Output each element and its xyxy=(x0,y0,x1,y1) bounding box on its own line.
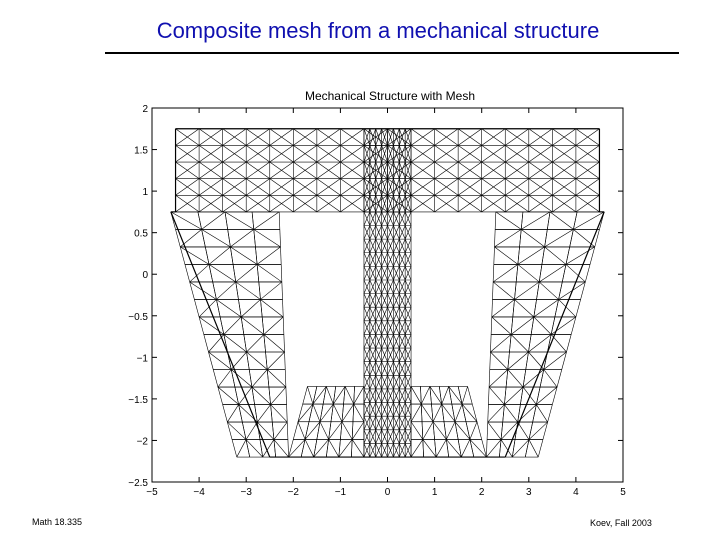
y-tick-label: 0 xyxy=(142,270,148,282)
y-tick-label: −1.5 xyxy=(128,394,148,406)
x-tick-label: 0 xyxy=(384,487,391,498)
y-tick-label: 0.5 xyxy=(134,228,148,240)
x-tick-label: −2 xyxy=(287,487,300,498)
x-tick-label: 5 xyxy=(620,487,626,498)
plot-title: Mechanical Structure with Mesh xyxy=(304,89,476,103)
mesh-lines xyxy=(171,129,604,457)
footer-author: Koev, Fall 2003 xyxy=(590,518,652,528)
y-tick-label: 2 xyxy=(142,104,148,115)
x-tick-label: −5 xyxy=(146,487,158,498)
x-tick-label: 3 xyxy=(526,487,532,498)
y-tick-label: −0.5 xyxy=(128,311,148,323)
footer-course: Math 18.335 xyxy=(32,517,83,527)
y-tick-label: −2.5 xyxy=(128,478,148,489)
y-tick-label: −1 xyxy=(136,353,148,365)
x-tick-label: −4 xyxy=(193,487,205,498)
x-tick-labels xyxy=(146,487,626,498)
x-tick-label: 1 xyxy=(431,487,438,498)
x-tick-label: −3 xyxy=(240,487,252,498)
y-tick-labels xyxy=(128,104,148,489)
x-tick-label: 2 xyxy=(478,487,485,498)
y-tick-label: −2 xyxy=(136,436,148,448)
slide-title: Composite mesh from a mechanical structure xyxy=(156,18,600,43)
y-tick-label: 1 xyxy=(142,187,148,199)
x-tick-label: 4 xyxy=(573,487,579,498)
y-tick-label: 1.5 xyxy=(134,145,148,157)
x-tick-label: −1 xyxy=(334,487,347,498)
